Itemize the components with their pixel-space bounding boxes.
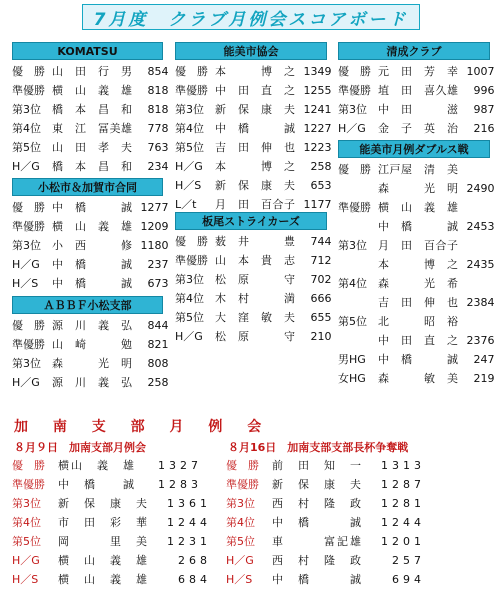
score-value: 2490 [466,182,495,195]
score-value: 1223 [303,141,332,154]
score-row [175,251,332,270]
score-row [12,551,211,570]
player-name: 松 原 守 [215,330,296,343]
score-row [175,270,332,289]
komatsu-rows [12,62,169,176]
rank-label: 第3位 [338,239,367,252]
score-value: 1227 [303,122,332,135]
score-value: 237 [147,258,169,271]
player-name: 横山 義 雄 [58,459,136,472]
score-row [226,494,425,513]
score-row [338,331,495,350]
score-row [12,570,211,589]
score-value [459,274,495,293]
rank-label: 第3位 [12,497,41,510]
kanan-header: 加 南 支 部 月 例 会 [14,419,272,435]
score-row [226,513,425,532]
player-name: 市 田 彩 華 [58,516,149,529]
nomi-kyokai-header: 能美市協会 [175,42,327,60]
itao-header: 板尾ストライカーズ [175,212,327,230]
nomi-kyokai-section [175,42,332,214]
player-name: 橋 本 昌 和 [52,160,133,173]
score-value: 258 [310,160,332,173]
nomi-doubles-header: 能美市月例ダブルス戦 [338,140,490,158]
score-row [226,532,425,551]
player-name: 薮 井 豊 [215,235,296,248]
player-name: 新 保 康 夫 [215,103,296,116]
scoreboard-title [82,4,420,30]
rank-label: H／S [12,573,39,586]
abbf-rows [12,316,169,392]
player-name: 大 窪 敏 夫 [215,311,296,324]
score-row [338,255,495,274]
player-name: 橋 本 昌 和 [52,103,133,116]
player-name: 森 光 明 [52,357,133,370]
score-value [459,236,495,255]
player-name: 横 山 義 雄 [58,573,149,586]
komatsu-kaga-rows [12,198,169,293]
score-value: 2435 [466,258,495,271]
score-row [226,456,425,475]
player-name: 北 昭 裕 [378,315,459,328]
rank-label: H／S [12,277,39,290]
rank-label: H／G [12,554,40,567]
player-name: 中 橋 誠 [52,258,133,271]
player-name: 中 田 直 之 [215,84,296,97]
itao-section [175,212,332,346]
score-value: 219 [473,372,495,385]
player-name: 松 原 守 [215,273,296,286]
score-value: 821 [147,338,169,351]
player-name: 源 川 義 弘 [52,319,133,332]
score-value: 1241 [303,103,332,116]
score-value: 258 [147,376,169,389]
nomi-doubles-section [338,140,495,388]
player-name: 横 山 義 雄 [52,220,133,233]
rank-label: 優 勝 [175,235,208,248]
score-row [338,369,495,388]
score-value: 1244 [381,516,425,529]
score-value [459,160,495,179]
score-row [175,157,332,176]
score-row [175,119,332,138]
player-name: 山 崎 勉 [52,338,133,351]
itao-rows [175,232,332,346]
rank-label: 準優勝 [338,201,371,214]
score-row [12,532,211,551]
player-name: 中 橋 誠 [58,478,136,491]
player-name: 横 山 義 雄 [378,201,459,214]
rank-label: 準優勝 [12,220,45,233]
score-value: 1007 [466,65,495,78]
score-value: 1361 [167,497,211,510]
rank-label: 準優勝 [12,338,45,351]
score-value: 1283 [158,478,202,491]
rank-label: H／G [226,554,254,567]
rank-label: 女HG [338,372,366,385]
score-value: 1287 [381,478,425,491]
player-name: 元 田 芳 幸 [378,65,459,78]
player-name: 森 光 希 [378,277,459,290]
score-row [226,570,425,589]
score-value: 744 [310,235,332,248]
score-value: 1277 [140,201,169,214]
score-value: 1177 [303,198,332,211]
player-name: 月 田 百合子 [215,198,296,211]
score-value: 808 [147,357,169,370]
rank-label: 優 勝 [12,319,45,332]
score-row [338,274,490,293]
score-row [12,62,169,81]
score-row [175,176,332,195]
score-value: 673 [147,277,169,290]
rank-label: 優 勝 [12,459,45,472]
score-row [12,274,169,293]
player-name: 木 村 満 [215,292,296,305]
score-row [226,475,425,494]
player-name: 中 橋 誠 [215,122,296,135]
player-name: 前 田 知 一 [272,459,363,472]
player-name: 山 本 貴 志 [215,254,296,267]
rank-label: 優 勝 [338,65,371,78]
score-row [175,138,332,157]
score-value: 854 [147,65,169,78]
rank-label: 第3位 [175,103,204,116]
rank-label [338,179,378,198]
seisei-section [338,42,495,138]
rank-label: H／S [175,179,202,192]
rank-label: 準優勝 [12,84,45,97]
score-row [12,335,169,354]
rank-label: 準優勝 [175,84,208,97]
rank-label [338,217,378,236]
score-value: 1255 [303,84,332,97]
score-value: 684 [178,573,211,586]
score-row [12,373,169,392]
score-value: 2384 [466,296,495,309]
score-row [338,217,495,236]
score-row [12,198,169,217]
score-row [175,81,332,100]
rank-label: 準優勝 [226,478,259,491]
kanan-right-subtitle: ８月16日 加南支部支部長杯争奪戦 [228,441,409,454]
score-row [338,179,495,198]
rank-label: 第5位 [338,315,367,328]
score-value: 216 [473,122,495,135]
rank-label: H／G [12,160,40,173]
score-row [338,62,495,81]
score-value: 247 [473,353,495,366]
player-name: 森 光 明 [378,182,459,195]
player-name: 中 橋 誠 [272,516,363,529]
score-value: 1244 [167,516,211,529]
rank-label: 第4位 [12,122,41,135]
rank-label: H／G [12,258,40,271]
rank-label: 第4位 [175,292,204,305]
score-row [175,100,332,119]
score-row [338,198,490,217]
player-name: 横 山 義 雄 [58,554,149,567]
player-name: 中 橋 誠 [272,573,363,586]
score-value: 655 [310,311,332,324]
score-row [12,217,169,236]
score-row [12,354,169,373]
score-value: 694 [392,573,425,586]
score-row [12,513,211,532]
player-name: 江戸屋 清 美 [378,163,459,176]
player-name: 本 博 之 [215,65,296,78]
player-name: 岡 里 美 [58,535,149,548]
score-row [338,81,495,100]
player-name: 新 保 康 夫 [215,179,296,192]
rank-label: 第3位 [12,357,41,370]
abbf-section [12,296,169,392]
kanan-right-rows [226,456,425,589]
kanan-left-section [12,456,211,589]
kanan-left-subtitle: ８月９日 加南支部月例会 [14,441,146,454]
score-row [338,160,490,179]
player-name: 小 西 修 [52,239,133,252]
komatsu-kaga-header: 小松市＆加賀市合同 [12,178,163,196]
score-value: 1327 [158,459,202,472]
rank-label: 準優勝 [175,254,208,267]
rank-label: 優 勝 [338,163,371,176]
player-name: 西 村 隆 政 [272,497,363,510]
rank-label: 第3位 [226,497,255,510]
score-row [12,255,169,274]
score-row [12,316,169,335]
player-name: 中 橋 誠 [52,201,133,214]
score-row [338,350,495,369]
rank-label: 準優勝 [12,478,45,491]
rank-label [338,255,378,274]
rank-label: 第5位 [226,535,255,548]
score-row [12,81,169,100]
rank-label: H／G [175,330,203,343]
score-value: 987 [473,103,495,116]
player-name: 中 橋 誠 [378,353,459,366]
player-name: 吉 田 伸 也 [378,296,459,309]
rank-label: 第5位 [12,535,41,548]
score-value: 257 [392,554,425,567]
score-value [459,312,495,331]
seisei-rows [338,62,495,138]
kanan-left-rows [12,456,211,589]
score-row [338,312,490,331]
rank-label: 第3位 [12,239,41,252]
score-row [12,119,169,138]
score-value: 818 [147,84,169,97]
score-value: 1313 [381,459,425,472]
score-row [175,232,332,251]
score-row [338,236,490,255]
score-row [12,138,169,157]
score-row [12,494,211,513]
rank-label: H／G [338,122,366,135]
score-value: 2453 [466,220,495,233]
score-row [12,100,169,119]
score-value: 2376 [466,334,495,347]
score-value: 210 [310,330,332,343]
player-name: 本 博 之 [215,160,296,173]
player-name: 横 山 義 雄 [52,84,133,97]
rank-label: 第4位 [175,122,204,135]
player-name: 中 橋 誠 [52,277,133,290]
kanan-right-section [226,456,425,589]
score-value: 1281 [381,497,425,510]
score-row [175,62,332,81]
komatsu-header: KOMATSU [12,42,163,60]
player-name: 山 田 行 男 [52,65,133,78]
score-value: 763 [147,141,169,154]
score-value: 818 [147,103,169,116]
player-name: 新 保 康 夫 [272,478,363,491]
score-row [175,289,332,308]
rank-label: 優 勝 [12,201,45,214]
player-name: 本 博 之 [378,258,459,271]
player-name: 森 敏 美 [378,372,459,385]
score-row [12,236,169,255]
player-name: 車 富記雄 [272,535,363,548]
nomi-doubles-rows [338,160,495,388]
komatsu-section [12,42,169,176]
seisei-header: 清成クラブ [338,42,490,60]
rank-label: 優 勝 [226,459,259,472]
rank-label [338,293,378,312]
score-row [12,475,202,494]
rank-label: L／t [175,198,197,211]
score-value: 778 [147,122,169,135]
komatsu-kaga-section [12,178,169,293]
score-value [459,198,495,217]
score-value: 1231 [167,535,211,548]
rank-label: 優 勝 [175,65,208,78]
scoreboard-title-text: 7月度 クラブ月例会スコアボード [93,9,409,30]
score-value: 666 [310,292,332,305]
rank-label: H／G [175,160,203,173]
score-value: 702 [310,273,332,286]
rank-label: 第4位 [226,516,255,529]
rank-label: 第3位 [12,103,41,116]
score-value: 1349 [303,65,332,78]
rank-label: 第3位 [338,103,367,116]
score-row [226,551,425,570]
player-name: 源 川 義 弘 [52,376,133,389]
rank-label: 第5位 [175,311,204,324]
score-row [175,327,332,346]
rank-label: H／G [12,376,40,389]
rank-label: 第5位 [12,141,41,154]
score-row [175,308,332,327]
rank-label: 優 勝 [12,65,45,78]
player-name: 中 田 滋 [378,103,459,116]
score-value: 653 [310,179,332,192]
player-name: 中 橋 誠 [378,220,459,233]
player-name: 新 保 康 夫 [58,497,149,510]
score-value: 1209 [140,220,169,233]
player-name: 中 田 直 之 [378,334,459,347]
rank-label: 第4位 [12,516,41,529]
score-value: 234 [147,160,169,173]
score-value: 844 [147,319,169,332]
player-name: 西 村 隆 政 [272,554,363,567]
player-name: 吉 田 伸 也 [215,141,296,154]
rank-label: 準優勝 [338,84,371,97]
rank-label: 男HG [338,353,366,366]
rank-label: 第3位 [175,273,204,286]
player-name: 月 田 百合子 [378,239,459,252]
score-value: 1201 [381,535,425,548]
player-name: 山 田 孝 夫 [52,141,133,154]
score-value: 712 [310,254,332,267]
score-row [338,119,495,138]
rank-label: H／S [226,573,253,586]
score-row [338,293,495,312]
player-name: 東 江 冨美雄 [52,122,133,135]
nomi-kyokai-rows [175,62,332,214]
player-name: 金 子 英 治 [378,122,459,135]
player-name: 埴 田 喜久雄 [378,84,459,97]
score-value: 996 [473,84,495,97]
score-row [12,456,202,475]
score-row [338,100,495,119]
rank-label: 第4位 [338,277,367,290]
rank-label [338,331,378,350]
score-row [12,157,169,176]
score-value: 1180 [140,239,169,252]
abbf-header: ＡＢＢＦ小松支部 [12,296,163,314]
rank-label: 第5位 [175,141,204,154]
score-value: 268 [178,554,211,567]
